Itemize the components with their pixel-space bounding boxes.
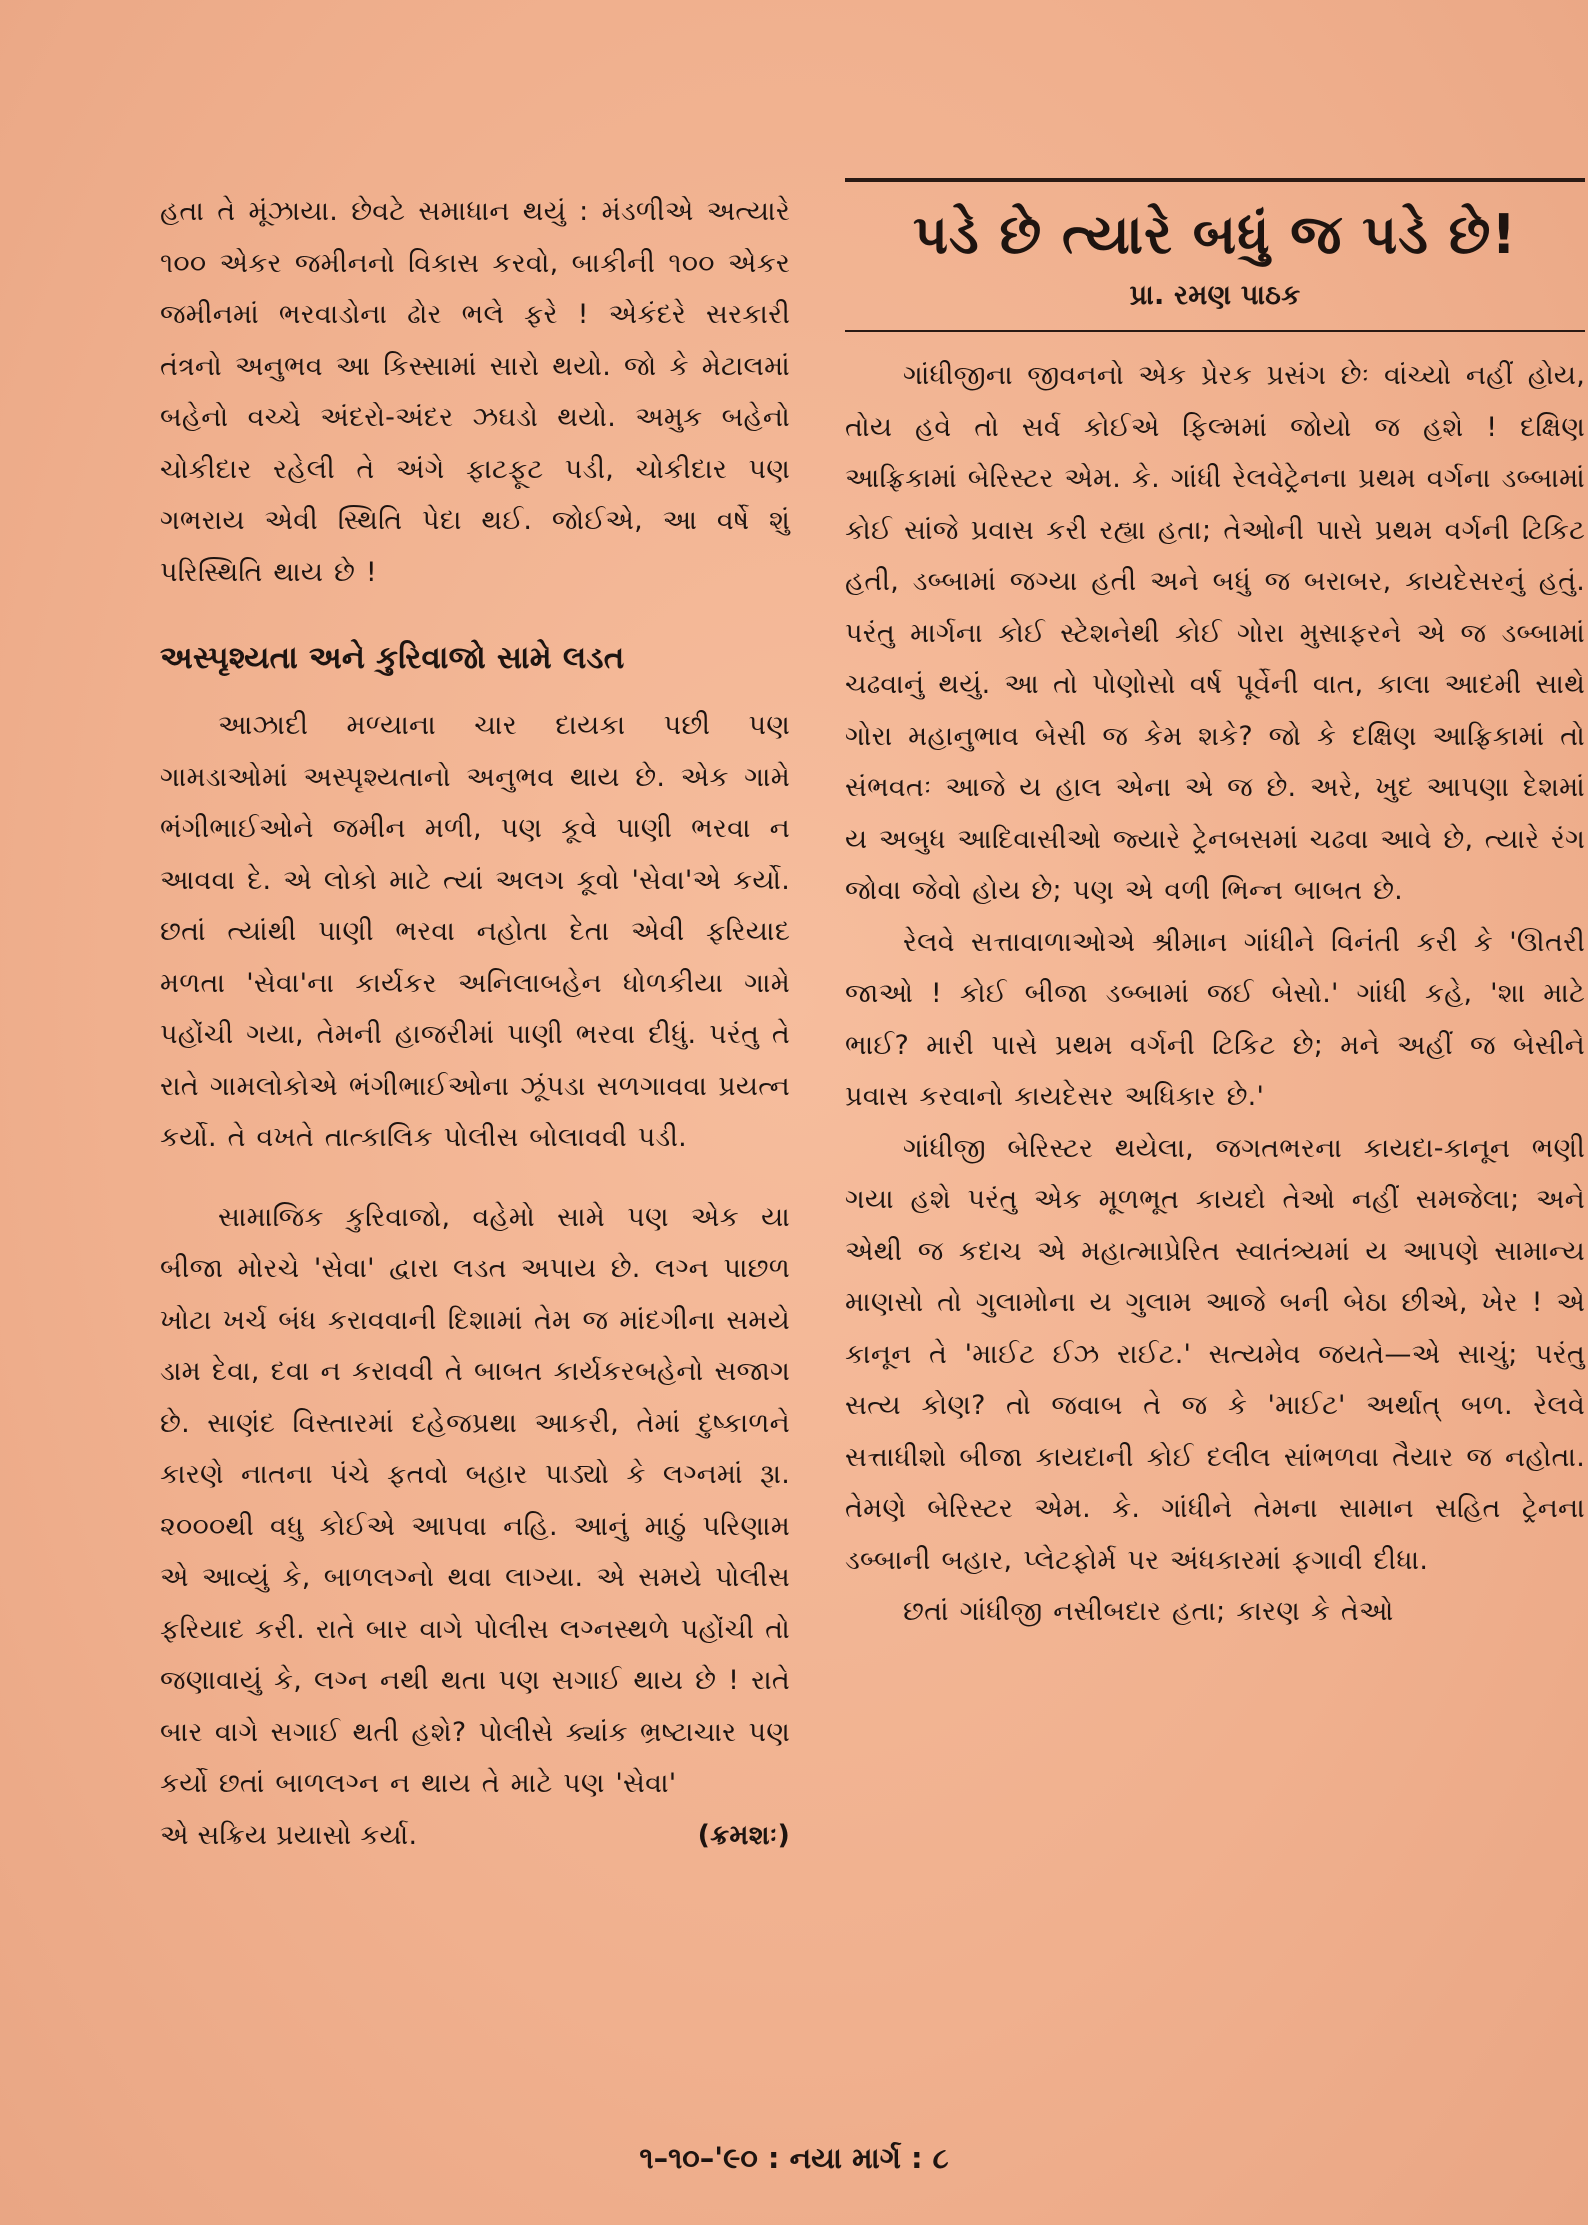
article-title: પડે છે ત્યારે બધું જ પડે છે!	[912, 203, 1518, 266]
left-paragraph-3-end: એ સક્રિય પ્રયાસો કર્યા.	[160, 1819, 418, 1851]
section-heading: અસ્પૃશ્યતા અને કુરિવાજો સામે લડત	[160, 640, 625, 676]
right-paragraph-4: છતાં ગાંધીજી નસીબદાર હતા; કારણ કે તેઓ	[903, 1596, 1394, 1627]
left-paragraph-1: હતા તે મૂંઝાયા. છેવટે સમાધાન થયું : મંડળીએ અત્યારે ૧૦૦ એકર જમીનનો વિકાસ કરવો, બાકીની ૧૦૦ એકર જમીનમાં ભરવાડોના ઢોર ભલે ફરે ! એકંદરે સરકારી તંત્રનો અનુભવ આ કિસ્સામાં સારો થયો. જો કે મેટાલમાં બહેનો વચ્ચે અંદરો-અંદર ઝઘડો થયો. અમુક બહેનો ચોકીદાર રહેલી તે અંગે ફાટફૂટ પડી, ચોકીદાર પણ ગભરાય એવી સ્થિતિ પેદા થઈ. જોઈએ, આ વર્ષે શું પરિસ્થિતિ થાય છે !	[160, 196, 790, 588]
left-paragraph-2: આઝાદી મળ્યાના ચાર દાયકા પછી પણ ગામડાઓમાં અસ્પૃશ્યતાનો અનુભવ થાય છે. એક ગામે ભંગીભાઈઓને જમીન મળી, પણ કૂવે પાણી ભરવા ન આવવા દે. એ લોકો માટે ત્યાં અલગ કૂવો 'સેવા'એ કર્યો. છતાં ત્યાંથી પાણી ભરવા નહોતા દેતા એવી ફરિયાદ મળતા 'સેવા'ના કાર્યકર અનિલાબહેન ધોળકીયા ગામે પહોંચી ગયા, તેમની હાજરીમાં પાણી ભરવા દીધું. પરંતુ તે રાતે ગામલોકોએ ભંગીભાઈઓના ઝૂંપડા સળગાવવા પ્રયત્ન કર્યો. તે વખતે તાત્કાલિક પોલીસ બોલાવવી પડી.	[160, 710, 790, 1153]
right-column	[845, 178, 1585, 1638]
right-paragraph-2: રેલવે સત્તાવાળાઓએ શ્રીમાન ગાંધીને વિનંતી કરી કે 'ઊતરી જાઓ ! કોઈ બીજા ડબ્બામાં જઈ બેસો.' ગાંધી કહે, 'શા માટે ભાઈ? મારી પાસે પ્રથમ વર્ગની ટિકિટ છે; મને અહીં જ બેસીને પ્રવાસ કરવાનો કાયદેસર અધિકાર છે.'	[845, 926, 1585, 1112]
right-paragraph-3: ગાંધીજી બેરિસ્ટર થયેલા, જગતભરના કાયદા-કાનૂન ભણી ગયા હશે પરંતુ એક મૂળભૂત કાયદો તેઓ નહીં સમજેલા; અને એથી જ કદાચ એ મહાત્માપ્રેરિત સ્વાતંત્ર્યમાં ય આપણે સામાન્ય માણસો તો ગુલામોના ય ગુલામ આજે બની બેઠા છીએ, ખેર ! એ કાનૂન તે 'માઈટ ઈઝ રાઈટ.' સત્યમેવ જયતે—એ સાચું; પરંતુ સત્ય કોણ? તો જવાબ તે જ કે 'માઈટ' અર્થાત્ બળ. રેલવે સત્તાધીશો બીજા કાયદાની કોઈ દલીલ સાંભળવા તૈયાર જ નહોતા. તેમણે બેરિસ્ટર એમ. કે. ગાંધીને તેમના સામાન સહિત ટ્રેનના ડબ્બાની બહાર, પ્લેટફોર્મ પર અંધકારમાં ફગાવી દીધા.	[845, 1132, 1585, 1576]
left-paragraph-3: સામાજિક કુરિવાજો, વહેમો સામે પણ એક યા બીજા મોરચે 'સેવા' દ્વારા લડત અપાય છે. લગ્ન પાછળ ખોટા ખર્ચ બંધ કરાવવાની દિશામાં તેમ જ માંદગીના સમયે ડામ દેવા, દવા ન કરાવવી તે બાબત કાર્યકરબહેનો સજાગ છે. સાણંદ વિસ્તારમાં દહેજપ્રથા આકરી, તેમાં દુષ્કાળને કારણે નાતના પંચે ફતવો બહાર પાડ્યો કે લગ્નમાં રૂા. ૨૦૦૦થી વધુ કોઈએ આપવા નહિ. આનું માઠું પરિણામ એ આવ્યું કે, બાળલગ્નો થવા લાગ્યા. એ સમયે પોલીસ ફરિયાદ કરી. રાતે બાર વાગે પોલીસ લગ્નસ્થળે પહોંચી તો જણાવાયું કે, લગ્ન નથી થતા પણ સગાઈ થાય છે ! રાતે બાર વાગે સગાઈ થતી હશે? પોલીસે ક્યાંક ભ્રષ્ટાચાર પણ કર્યો છતાં બાળલગ્ન ન થાય તે માટે પણ 'સેવા'	[160, 1201, 790, 1799]
left-column	[160, 186, 790, 1861]
article-author: પ્રા. રમણ પાઠક	[1129, 280, 1301, 311]
page-footer: ૧–૧૦–'૯૦ : નયા માર્ગ : ૮	[639, 2141, 949, 2175]
title-top-rule	[845, 178, 1585, 182]
title-bottom-rule	[845, 330, 1585, 332]
right-paragraph-1: ગાંધીજીના જીવનનો એક પ્રેરક પ્રસંગ છેઃ વાંચ્યો નહીં હોય, તોય હવે તો સર્વ કોઈએ ફિલ્મમાં જોયો જ હશે ! દક્ષિણ આફ્રિકામાં બેરિસ્ટર એમ. કે. ગાંધી રેલવેટ્રેનના પ્રથમ વર્ગના ડબ્બામાં કોઈ સાંજે પ્રવાસ કરી રહ્યા હતા; તેઓની પાસે પ્રથમ વર્ગની ટિકિટ હતી, ડબ્બામાં જગ્યા હતી અને બધું જ બરાબર, કાયદેસરનું હતું. પરંતુ માર્ગના કોઈ સ્ટેશનેથી કોઈ ગોરા મુસાફરને એ જ ડબ્બામાં ચઢવાનું થયું. આ તો પોણોસો વર્ષ પૂર્વેની વાત, કાલા આદમી સાથે ગોરા મહાનુભાવ બેસી જ કેમ શકે? જો કે દક્ષિણ આફ્રિકામાં તો સંભવતઃ આજે ય હાલ એના એ જ છે. અરે, ખુદ આપણા દેશમાં ય અબુધ આદિવાસીઓ જ્યારે ટ્રેનબસમાં ચઢવા આવે છે, ત્યારે રંગ જોવા જેવો હોય છે; પણ એ વળી ભિન્ન બાબત છે.	[845, 360, 1585, 906]
continued-marker: (ક્રમશઃ)	[697, 1819, 790, 1851]
left-last-line	[160, 1810, 790, 1862]
